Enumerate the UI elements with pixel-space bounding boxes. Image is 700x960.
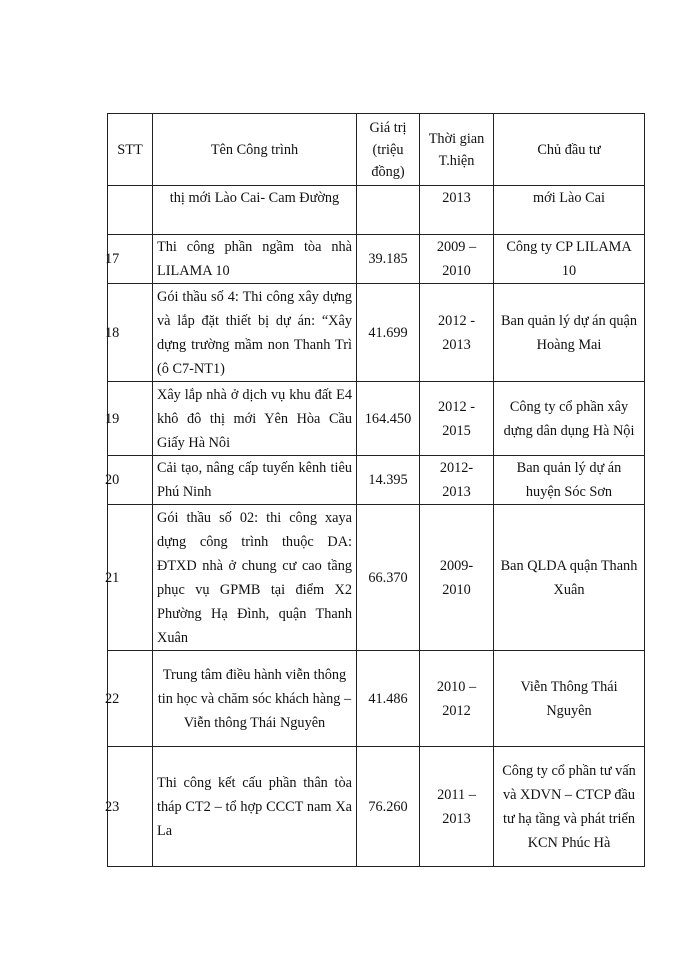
stt-number: 23 (105, 798, 120, 815)
cell-name: Thi công kết cấu phần thân tòa tháp CT2 – tổ hợp CCCT nam Xa La (153, 747, 357, 867)
header-row (108, 114, 645, 186)
cell-time (420, 456, 494, 505)
cell-owner: Công ty cổ phần tư vấn và XDVN – CTCP đầu tư hạ tầng và phát triển KCN Phúc Hà (494, 747, 645, 867)
stt-number: 20 (105, 472, 120, 488)
time-start: 2009 – (436, 239, 477, 255)
time-start: 2010 – (436, 678, 477, 695)
cell-stt (105, 747, 153, 867)
cell-owner: Ban QLDA quận Thanh Xuân (494, 505, 645, 651)
cell-value: 41.699 (357, 284, 420, 382)
time-start: 2012- (439, 460, 474, 476)
table-row-continuation (108, 186, 645, 235)
cell-value: 76.260 (357, 747, 420, 867)
time-start: 2012 - (438, 398, 475, 415)
cell-name: thị mới Lào Cai- Cam Đường (153, 186, 357, 235)
header-owner: Chủ đầu tư (494, 114, 645, 186)
header-time (420, 114, 494, 186)
table-row (108, 505, 645, 651)
cell-time (420, 382, 494, 456)
cell-name: Xây lắp nhà ở dịch vụ khu đất E4 khô đô thị mới Yên Hòa Cầu Giấy Hà Nôi (153, 382, 357, 456)
stt-number: 21 (105, 569, 120, 586)
cell-owner: Viễn Thông Thái Nguyên (494, 651, 645, 747)
header-name: Tên Công trình (153, 114, 357, 186)
table-row (108, 382, 645, 456)
time-start: 2009- (439, 557, 474, 574)
projects-table (107, 113, 645, 867)
cell-time (420, 747, 494, 867)
stt-number: 22 (105, 690, 120, 707)
cell-stt (105, 505, 153, 651)
cell-stt (105, 651, 153, 747)
table-row (108, 651, 645, 747)
time-start: 2011 – (437, 786, 476, 803)
cell-name: Trung tâm điều hành viễn thông tin học và chăm sóc khách hàng – Viễn thông Thái Nguyên (153, 651, 357, 747)
header-stt: STT (108, 114, 153, 186)
time-start: 2012 - (438, 312, 475, 329)
cell-time (420, 505, 494, 651)
header-value (357, 114, 420, 186)
cell-value: 66.370 (357, 505, 420, 651)
cell-time (420, 651, 494, 747)
stt-number: 18 (105, 324, 120, 341)
time-end: 2013 (442, 336, 471, 353)
time-end: 2010 (442, 263, 471, 279)
cell-value: 41.486 (357, 651, 420, 747)
stt-number: 19 (105, 410, 120, 427)
cell-stt (105, 284, 153, 382)
time-end: 2010 (442, 581, 471, 598)
header-time-line2: T.hiện (438, 152, 475, 169)
cell-stt (105, 456, 153, 505)
time-end: 2013 (442, 484, 471, 500)
cell-owner: Ban quản lý dự án quận Hoàng Mai (494, 284, 645, 382)
time-end: 2013 (442, 810, 471, 827)
cell-name: Gói thầu số 02: thi công xaya dựng công trình thuộc DA: ĐTXD nhà ở chung cư cao tầng phục vụ GPMB tại điểm X2 Phường Hạ Đình, quận Thanh Xuân (153, 505, 357, 651)
cell-owner: Công ty cổ phần xây dựng dân dụng Hà Nội (494, 382, 645, 456)
cell-time (420, 235, 494, 284)
table-row (108, 284, 645, 382)
cell-value: 14.395 (357, 456, 420, 505)
stt-number: 17 (105, 251, 120, 267)
cell-time (420, 284, 494, 382)
cell-value: 39.185 (357, 235, 420, 284)
table-row (108, 235, 645, 284)
cell-owner: Ban quản lý dự án huyện Sóc Sơn (494, 456, 645, 505)
cell-value (357, 186, 420, 235)
table-row (108, 747, 645, 867)
header-value-line1: Giá trị (369, 119, 407, 136)
header-time-line1: Thời gian (428, 130, 485, 147)
cell-name: Gói thầu số 4: Thi công xây dựng và lắp đặt thiết bị dự án: “Xây dựng trường mầm non Thanh Trì (ô C7-NT1) (153, 284, 357, 382)
cell-stt (105, 235, 153, 284)
cell-name: Cải tạo, nâng cấp tuyến kênh tiêu Phú Ninh (153, 456, 357, 505)
cell-value: 164.450 (357, 382, 420, 456)
cell-name: Thi công phần ngầm tòa nhà LILAMA 10 (153, 235, 357, 284)
table-row (108, 456, 645, 505)
cell-time: 2013 (420, 186, 494, 235)
header-value-line2: (triệu (372, 141, 404, 158)
time-end: 2015 (442, 422, 471, 439)
time-end: 2012 (442, 702, 471, 719)
header-value-line3: đồng) (371, 163, 405, 180)
cell-owner: mới Lào Cai (494, 186, 645, 235)
cell-stt (108, 186, 153, 235)
cell-owner: Công ty CP LILAMA 10 (494, 235, 645, 284)
cell-stt (105, 382, 153, 456)
